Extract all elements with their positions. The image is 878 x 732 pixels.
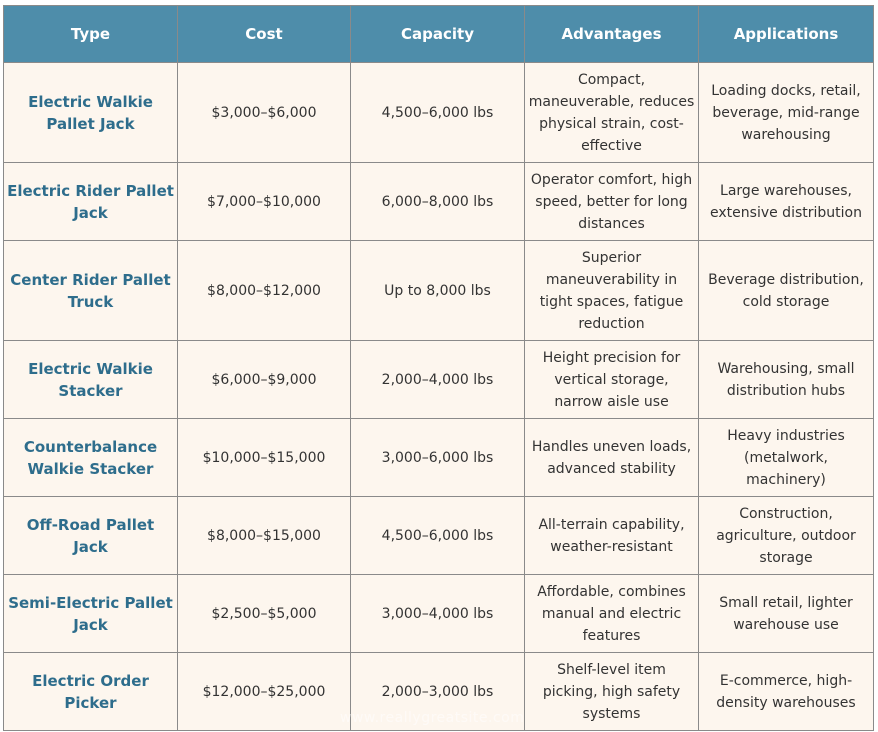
cell-cost: $12,000–$25,000 — [178, 653, 351, 731]
cell-capacity: 3,000–6,000 lbs — [351, 419, 525, 497]
header-advantages: Advantages — [525, 6, 699, 63]
cell-type: Center Rider Pallet Truck — [4, 241, 178, 341]
cell-cost: $3,000–$6,000 — [178, 63, 351, 163]
cell-cost: $6,000–$9,000 — [178, 341, 351, 419]
cell-capacity: 4,500–6,000 lbs — [351, 497, 525, 575]
cell-cost: $8,000–$12,000 — [178, 241, 351, 341]
cell-advantages: All-terrain capability, weather-resistant — [525, 497, 699, 575]
cell-applications: Beverage distribution, cold storage — [699, 241, 874, 341]
cell-type: Electric Walkie Pallet Jack — [4, 63, 178, 163]
header-row — [4, 6, 874, 63]
table-row — [4, 341, 874, 419]
cell-applications: Small retail, lighter warehouse use — [699, 575, 874, 653]
cell-type: Counterbalance Walkie Stacker — [4, 419, 178, 497]
cell-advantages: Superior maneuverability in tight spaces, fatigue reduction — [525, 241, 699, 341]
cell-applications: Loading docks, retail, beverage, mid-range warehousing — [699, 63, 874, 163]
table-row — [4, 419, 874, 497]
cell-applications: Warehousing, small distribution hubs — [699, 341, 874, 419]
cell-cost: $7,000–$10,000 — [178, 163, 351, 241]
cell-cost: $2,500–$5,000 — [178, 575, 351, 653]
cell-advantages: Height precision for vertical storage, narrow aisle use — [525, 341, 699, 419]
cell-type: Electric Rider Pallet Jack — [4, 163, 178, 241]
cell-capacity: 6,000–8,000 lbs — [351, 163, 525, 241]
cell-type: Semi-Electric Pallet Jack — [4, 575, 178, 653]
table-row — [4, 63, 874, 163]
cell-advantages: Affordable, combines manual and electric features — [525, 575, 699, 653]
table-row — [4, 163, 874, 241]
comparison-table — [3, 5, 874, 731]
cell-applications: Heavy industries (metalwork, machinery) — [699, 419, 874, 497]
cell-cost: $8,000–$15,000 — [178, 497, 351, 575]
cell-capacity: 3,000–4,000 lbs — [351, 575, 525, 653]
cell-advantages: Compact, maneuverable, reduces physical strain, cost-effective — [525, 63, 699, 163]
cell-type: Electric Walkie Stacker — [4, 341, 178, 419]
table-row — [4, 241, 874, 341]
cell-capacity: Up to 8,000 lbs — [351, 241, 525, 341]
cell-advantages: Shelf-level item picking, high safety systems — [525, 653, 699, 731]
table-row — [4, 497, 874, 575]
cell-applications: Large warehouses, extensive distribution — [699, 163, 874, 241]
cell-applications: E-commerce, high-density warehouses — [699, 653, 874, 731]
cell-capacity: 2,000–4,000 lbs — [351, 341, 525, 419]
header-cost: Cost — [178, 6, 351, 63]
header-capacity: Capacity — [351, 6, 525, 63]
cell-cost: $10,000–$15,000 — [178, 419, 351, 497]
cell-capacity: 4,500–6,000 lbs — [351, 63, 525, 163]
table-row — [4, 575, 874, 653]
cell-advantages: Operator comfort, high speed, better for long distances — [525, 163, 699, 241]
cell-advantages: Handles uneven loads, advanced stability — [525, 419, 699, 497]
cell-capacity: 2,000–3,000 lbs — [351, 653, 525, 731]
header-applications: Applications — [699, 6, 874, 63]
cell-applications: Construction, agriculture, outdoor storage — [699, 497, 874, 575]
watermark: www.reallygreatsite.com — [340, 710, 525, 726]
cell-type: Off-Road Pallet Jack — [4, 497, 178, 575]
header-type: Type — [4, 6, 178, 63]
cell-type: Electric Order Picker — [4, 653, 178, 731]
